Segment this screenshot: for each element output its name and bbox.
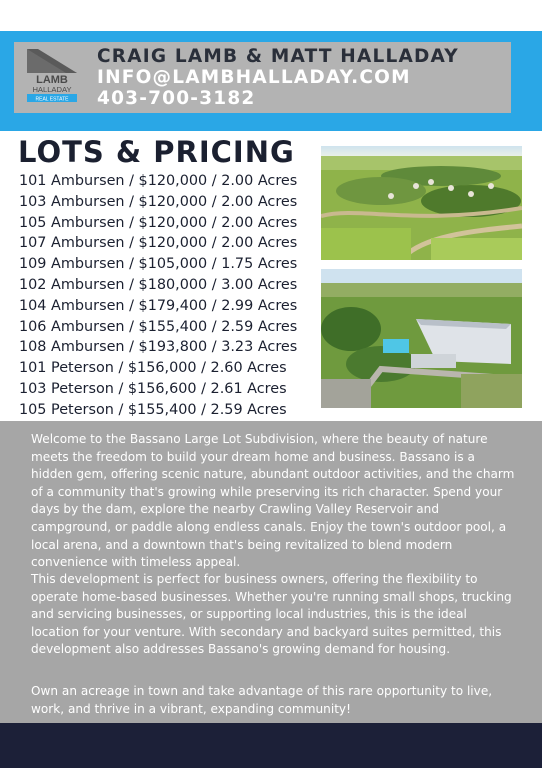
page-title: LOTS & PRICING <box>18 135 295 169</box>
list-item: 105 Ambursen / $120,000 / 2.00 Acres <box>19 214 298 231</box>
list-item: 107 Ambursen / $120,000 / 2.00 Acres <box>19 235 298 252</box>
footer-band <box>0 723 542 768</box>
contact-header <box>14 42 511 113</box>
logo-line2: HALLADAY <box>32 85 72 94</box>
lot-list <box>19 171 297 421</box>
list-item: 101 Ambursen / $120,000 / 2.00 Acres <box>19 173 298 189</box>
list-item: 108 Ambursen / $193,800 / 3.23 Acres <box>19 339 298 356</box>
aerial-photo-subdivision <box>321 146 522 260</box>
logo-line1: LAMB <box>36 74 68 86</box>
list-item: 101 Peterson / $156,000 / 2.60 Acres <box>19 360 287 377</box>
list-item: 103 Peterson / $156,600 / 2.61 Acres <box>19 380 287 397</box>
list-item: 106 Ambursen / $155,400 / 2.59 Acres <box>19 318 298 335</box>
top-margin <box>0 0 542 31</box>
list-item: 105 Peterson / $155,400 / 2.59 Acres <box>19 401 287 418</box>
description-panel <box>0 421 542 723</box>
logo-line3: REAL ESTATE <box>35 96 69 103</box>
contact-block <box>97 46 459 109</box>
agent-names: CRAIG LAMB & MATT HALLADAY <box>97 46 459 67</box>
lamb-halladay-logo <box>24 47 80 103</box>
list-item: 109 Ambursen / $105,000 / 1.75 Acres <box>19 256 298 273</box>
list-item: 103 Ambursen / $120,000 / 2.00 Acres <box>19 193 298 210</box>
list-item: 102 Ambursen / $180,000 / 3.00 Acres <box>19 276 298 293</box>
list-item: 104 Ambursen / $179,400 / 2.99 Acres <box>19 297 298 314</box>
contact-phone[interactable]: 403-700-3182 <box>97 88 256 109</box>
description-paragraph-1: Welcome to the Bassano Large Lot Subdivision, where the beauty of nature meets the freedom to build your dream home and business. Bassano is a hidden gem, offering scenic nature, abundant outdoor activities, and the charm of a community that's growing while preserving its rich character. Spend your days by the dam, explore the nearby Crawling Valley Reservoir and campground, or paddle along endless canals. Enjoy the town's outdoor pool, a local arena, and a downtown that's being revitalized to blend modern convenience with timeless appeal. <box>31 432 515 570</box>
contact-email[interactable]: INFO@LAMBHALLADAY.COM <box>97 67 411 88</box>
description-paragraph-3: Own an acreage in town and take advantage of this rare opportunity to live, work, and thrive in a vibrant, expanding community! <box>31 684 493 716</box>
aerial-photo-town-pool <box>321 269 522 408</box>
description-paragraph-2: This development is perfect for business owners, offering the flexibility to operate home-based businesses. Whether you're running small shops, trucking and servicing businesses, or supporting local industries, this is the ideal location for your venture. With secondary and backyard suites permitted, this development also addresses Bassano's growing demand for housing. <box>31 572 512 657</box>
